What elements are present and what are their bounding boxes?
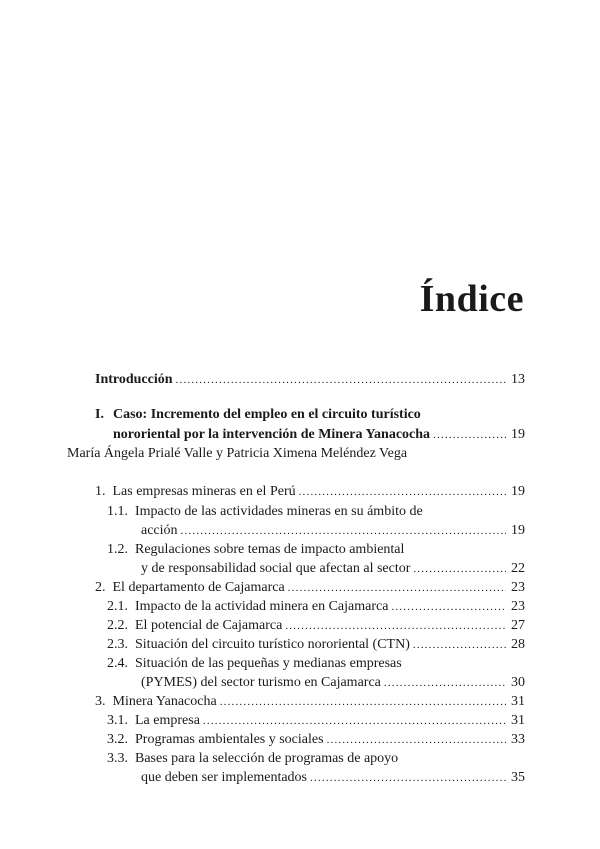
toc-entry-2[interactable] <box>95 578 525 598</box>
toc-page-number: 30 <box>511 675 525 690</box>
section-number: 3.3. <box>107 751 128 766</box>
dot-leader <box>181 521 506 541</box>
dot-leader <box>413 559 506 579</box>
dot-leader <box>285 616 506 636</box>
toc-entry-label: Bases para la selección de programas de apoyo <box>135 751 399 766</box>
toc-entry-label: Minera Yanacocha <box>112 694 217 709</box>
toc-entry-2-3[interactable] <box>107 635 525 655</box>
toc-entry-1[interactable] <box>95 482 525 502</box>
toc-entry-label: Situación del circuito turístico nororiental (CTN) <box>135 637 410 652</box>
toc-entry-3-1[interactable] <box>107 711 525 731</box>
toc-page-number: 35 <box>511 770 525 785</box>
toc-entry-2-2[interactable] <box>107 616 525 636</box>
dot-leader <box>299 482 506 502</box>
toc-entry-1-1-line-1[interactable] <box>107 502 423 522</box>
toc-entry-label: Situación de las pequeñas y medianas empresas <box>135 656 402 671</box>
toc-entry-2-4[interactable] <box>141 673 525 693</box>
section-number: 2.1. <box>107 599 128 614</box>
dot-leader <box>220 692 506 712</box>
section-number: 2. <box>95 580 106 595</box>
chapter-title-line-2: nororiental por la intervención de Minera Yanacocha <box>113 427 431 442</box>
chapter-number: I. <box>95 407 104 422</box>
toc-page-number: 23 <box>511 580 525 595</box>
toc-page-number: 31 <box>511 713 525 728</box>
dot-leader <box>413 635 506 655</box>
toc-entry-label: Las empresas mineras en el Perú <box>112 484 296 499</box>
toc-entry-1-2[interactable] <box>141 559 525 579</box>
toc-page-number: 19 <box>511 427 525 442</box>
toc-entry-label: Impacto de las actividades mineras en su ámbito de <box>135 504 423 519</box>
toc-page-number: 19 <box>511 523 525 538</box>
section-number: 2.3. <box>107 637 128 652</box>
toc-entry-introduction[interactable] <box>95 370 525 390</box>
page-title: Índice <box>419 278 524 320</box>
toc-page-number: 33 <box>511 732 525 747</box>
toc-page-number: 13 <box>511 372 525 387</box>
toc-entry-3-3[interactable] <box>141 768 525 788</box>
toc-entry-2-4-line-1[interactable] <box>107 654 402 674</box>
section-number: 3. <box>95 694 106 709</box>
toc-entry-label: acción <box>141 523 178 538</box>
section-number: 2.2. <box>107 618 128 633</box>
toc-entry-label: Impacto de la actividad minera en Cajamarca <box>135 599 389 614</box>
section-number: 1.2. <box>107 542 128 557</box>
section-number: 3.2. <box>107 732 128 747</box>
toc-entry-label: Introducción <box>95 372 173 387</box>
chapter-title-line-1[interactable]: Caso: Incremento del empleo en el circuito turístico <box>113 407 421 422</box>
toc-page-number: 19 <box>511 484 525 499</box>
toc-entry-label: El departamento de Cajamarca <box>112 580 285 595</box>
toc-entry-1-2-line-1[interactable] <box>107 540 404 560</box>
dot-leader <box>327 730 506 750</box>
toc-entry-label: Programas ambientales y sociales <box>135 732 324 747</box>
dot-leader <box>203 711 506 731</box>
toc-page-number: 22 <box>511 561 525 576</box>
toc-entry-label: Regulaciones sobre temas de impacto ambiental <box>135 542 405 557</box>
toc-entry-3-3-line-1[interactable] <box>107 749 398 769</box>
dot-leader <box>176 370 506 390</box>
toc-page-number: 27 <box>511 618 525 633</box>
dot-leader <box>433 425 506 445</box>
toc-entry-label: (PYMES) del sector turismo en Cajamarca <box>141 675 381 690</box>
toc-entry-3[interactable] <box>95 692 525 712</box>
toc-entry-1-1[interactable] <box>141 521 525 541</box>
toc-page-number: 23 <box>511 599 525 614</box>
toc-entry-chapter-1[interactable] <box>113 425 525 445</box>
section-number: 3.1. <box>107 713 128 728</box>
toc-entry-label: y de responsabilidad social que afectan al sector <box>141 561 411 576</box>
dot-leader <box>384 673 506 693</box>
chapter-authors: María Ángela Prialé Valle y Patricia Ximena Meléndez Vega <box>67 446 408 461</box>
toc-entry-label: El potencial de Cajamarca <box>135 618 283 633</box>
section-number: 1. <box>95 484 106 499</box>
section-number: 1.1. <box>107 504 128 519</box>
toc-entry-label: La empresa <box>135 713 200 728</box>
toc-entry-label: que deben ser implementados <box>141 770 308 785</box>
toc-entry-3-2[interactable] <box>107 730 525 750</box>
toc-page-number: 28 <box>511 637 525 652</box>
section-number: 2.4. <box>107 656 128 671</box>
dot-leader <box>288 578 506 598</box>
toc-entry-2-1[interactable] <box>107 597 525 617</box>
dot-leader <box>310 768 506 788</box>
toc-page-number: 31 <box>511 694 525 709</box>
dot-leader <box>391 597 506 617</box>
